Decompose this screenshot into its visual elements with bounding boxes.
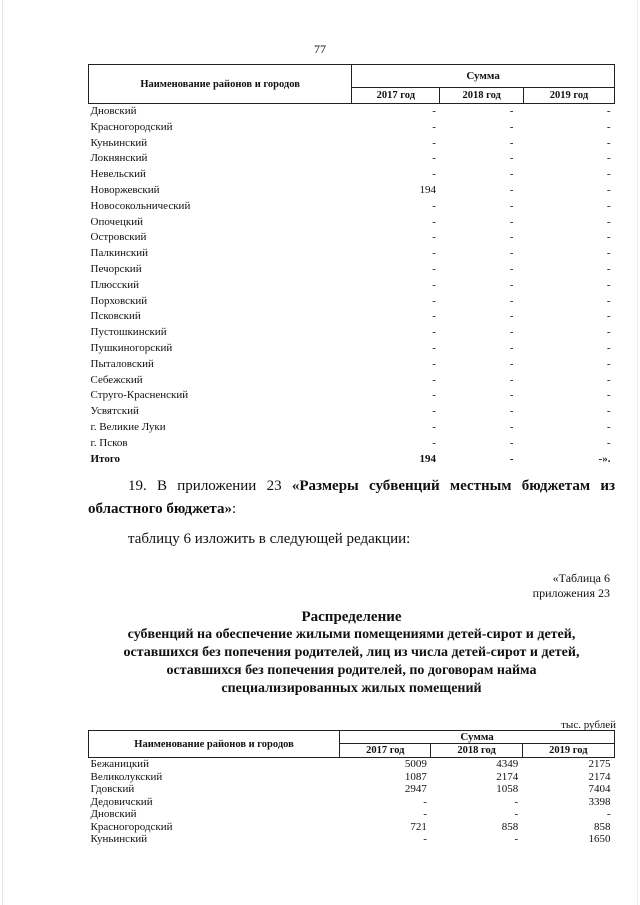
amount-2019: - [606,357,611,370]
amount-2018: - [514,833,519,845]
district-name: Бежаницкий [90,758,149,770]
district-name: г. Псков [90,436,128,449]
amount-2018: - [509,136,514,149]
amount-2017: 1087 [404,770,427,783]
column-header-name: Наименование районов и городов [89,65,352,104]
district-name: Пустошкинский [90,326,167,339]
amount-2019: - [606,341,611,354]
amount-2018: - [509,105,514,117]
amount-2019: - [606,199,611,212]
table-row [89,357,615,373]
amount-2017: - [432,405,436,418]
amount-2018: 1058 [496,783,519,795]
amount-2019: - [606,215,611,228]
amount-2019: 2174 [588,770,611,783]
column-header-2019: 2019 год [523,88,614,104]
amount-2019: - [606,262,611,275]
amendment-paragraph [88,475,615,521]
amount-2017: - [432,294,436,307]
table-title-line2: субвенций на обеспечение жилыми помещениями детей-сирот и детей, [127,627,576,642]
amount-2019: - [606,326,611,339]
amount-2017: - [432,199,436,212]
table-continuation [88,64,615,467]
amount-2018: 4349 [496,758,519,770]
column-header-2019: 2019 год [522,744,614,758]
column-header-sum: Сумма [352,65,615,88]
amount-2018: - [509,357,514,370]
amount-2017: - [432,420,436,433]
table-row [89,262,615,278]
table-distribution [88,730,615,846]
amount-2019: - [606,231,611,244]
amount-2017: 5009 [404,758,427,770]
district-name: Себежский [90,373,143,386]
amount-2018: 2174 [496,770,519,783]
district-name: Гдовский [90,783,135,795]
amount-2018: - [509,373,514,386]
amount-2018: - [514,808,519,820]
scan-edge-left [2,0,3,905]
table-row [89,151,615,167]
amount-2017: - [432,152,436,165]
table-row [89,796,615,809]
amount-2018: - [509,452,514,465]
district-name: Дновский [90,105,137,117]
table-row [89,183,615,199]
amount-2017: - [423,808,427,820]
table-row [89,104,615,120]
column-header-2018: 2018 год [431,744,522,758]
amount-2017: - [432,105,436,117]
table-row [89,783,615,796]
amount-2019: - [606,152,611,165]
amount-2019: - [606,294,611,307]
amount-2019: - [606,310,611,323]
table-row [89,167,615,183]
amount-2018: - [514,795,519,808]
table-row [89,808,615,821]
district-name: Плюсский [90,278,140,291]
amount-2017: - [432,247,436,260]
unit-label: тыс. рублей [561,719,616,731]
amount-2019: 7404 [588,783,611,795]
amount-2018: - [509,436,514,449]
district-name: Новоржевский [90,183,160,196]
amount-2019: - [606,168,611,181]
amount-2019: - [606,278,611,291]
amount-2017: - [432,262,436,275]
table-title-line5: специализированных жилых помещений [221,681,482,696]
district-name: Порховский [90,294,148,307]
page-number: 77 [314,42,326,56]
district-name: Красногородский [90,820,173,833]
paragraph-prefix: 19. В приложении 23 [128,478,292,494]
district-name: Итого [90,452,121,465]
amount-2019: - [606,420,611,433]
amount-2017: - [432,278,436,291]
table-row [89,420,615,436]
district-name: Локнянский [90,152,148,165]
table-row [89,833,615,846]
amount-2018: - [509,420,514,433]
amount-2017: - [432,373,436,386]
column-header-2017: 2017 год [352,88,440,104]
amount-2018: - [509,247,514,260]
amount-2017: 194 [419,183,436,196]
amount-2019: - [606,808,611,820]
column-header-2018: 2018 год [440,88,523,104]
amount-2018: - [509,262,514,275]
table-row [89,821,615,834]
total-row [89,452,615,468]
table-reference [533,571,610,601]
district-name: Пыталовский [90,357,154,370]
table-row [89,230,615,246]
column-header-name: Наименование районов и городов [89,731,340,758]
amount-2018: - [509,405,514,418]
table-row [89,246,615,262]
district-name: Островский [90,231,147,244]
amount-2017: - [432,357,436,370]
amount-2019: - [606,389,611,402]
amount-2017: 721 [410,820,427,833]
amount-2019: - [606,136,611,149]
amount-2017: - [432,168,436,181]
amount-2019: - [606,105,611,117]
table-row [89,278,615,294]
scan-edge-right [637,0,638,905]
amount-2018: - [509,215,514,228]
amount-2019: 1650 [588,833,611,845]
amount-2019: 2175 [588,758,611,770]
table-row [89,404,615,420]
amount-2017: - [423,795,427,808]
district-name: Невельский [90,168,146,181]
amount-2017: - [423,833,427,845]
table-row [89,771,615,784]
table-title-line3: оставшихся без попечения родителей, лиц из числа детей-сирот и детей, [123,645,580,660]
amount-2017: - [432,436,436,449]
amount-2018: - [509,231,514,244]
amount-2017: - [432,215,436,228]
table-title-line4: оставшихся без попечения родителей, по договорам найма [166,663,537,678]
amount-2018: - [509,294,514,307]
district-name: Дновский [90,808,137,820]
table-title-line1: Распределение [301,609,402,625]
amount-2019: 3398 [588,795,611,808]
table-reference-line1: «Таблица 6 [552,571,610,585]
column-header-sum: Сумма [340,731,615,744]
district-name: Струго-Красненский [90,389,189,402]
amount-2017: - [432,310,436,323]
paragraph-suffix: : [231,501,237,517]
amount-2017: - [432,231,436,244]
amount-2017: - [432,389,436,402]
table-row [89,136,615,152]
district-name: Красногородский [90,120,173,133]
district-name: Великолукский [90,770,163,783]
table-row [89,388,615,404]
amount-2019: - [606,405,611,418]
district-name: Новосокольнический [90,199,191,212]
table-row [89,215,615,231]
amount-2019: - [606,183,611,196]
table-reference-line2: приложения 23 [532,586,610,600]
district-name: Печорский [90,262,142,275]
amount-2018: - [509,120,514,133]
table-row [89,309,615,325]
column-header-2017: 2017 год [340,744,431,758]
amount-2017: 194 [419,452,436,465]
amount-2018: - [509,168,514,181]
table-row [89,199,615,215]
amount-2019: 858 [594,820,611,833]
district-name: Куньинский [90,136,148,149]
amount-2018: - [509,152,514,165]
district-name: Дедовичский [90,795,153,808]
amount-2018: - [509,389,514,402]
amount-2018: - [509,326,514,339]
amount-2017: - [432,341,436,354]
amount-2019: - [606,120,611,133]
district-name: Опочецкий [90,215,143,228]
district-name: Псковский [90,310,141,323]
paragraph-bold-title: «Размеры субвенций местным бюджетам из областного бюджета» [88,478,616,517]
amount-2019: - [606,247,611,260]
table-row [89,325,615,341]
amount-2017: - [432,120,436,133]
district-name: Пушкиногорский [90,341,173,354]
district-name: г. Великие Луки [90,420,166,433]
district-name: Палкинский [90,247,149,260]
table-row [89,373,615,389]
table-row [89,436,615,452]
amount-2018: - [509,199,514,212]
table-row [89,294,615,310]
amount-2018: - [509,341,514,354]
amount-2018: - [509,278,514,291]
table-row [89,341,615,357]
amount-2018: - [509,310,514,323]
district-name: Куньинский [90,833,148,845]
table-row [89,120,615,136]
amount-2019: - [606,373,611,386]
amount-2017: - [432,326,436,339]
amount-2017: - [432,136,436,149]
amount-2018: - [509,183,514,196]
amount-2019: -». [598,452,611,465]
table-row [89,758,615,771]
table-title [88,608,615,698]
amount-2018: 858 [501,820,519,833]
district-name: Усвятский [90,405,139,418]
amount-2019: - [606,436,611,449]
instruction-paragraph: таблицу 6 изложить в следующей редакции: [128,531,411,547]
amount-2017: 2947 [404,783,427,795]
